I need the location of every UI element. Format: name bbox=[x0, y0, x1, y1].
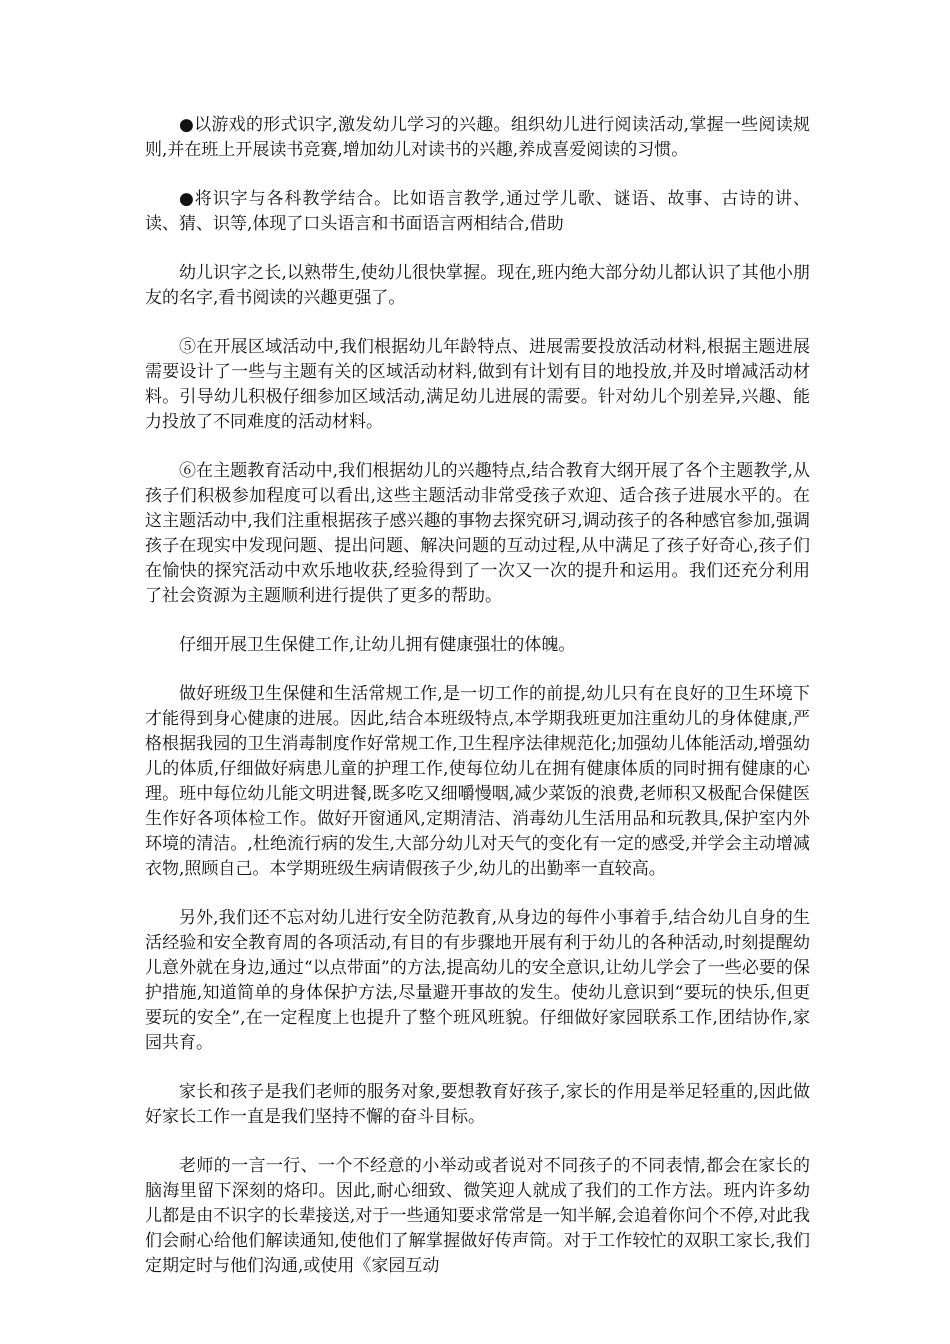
paragraph-literacy-subjects: ●将识字与各科教学结合。比如语言教学,通过学儿歌、谜语、故事、古诗的讲、读、猜、识等,体现了口头语言和书面语言两相结合,借助 bbox=[145, 189, 810, 234]
paragraph-parents-service: 家长和孩子是我们老师的服务对象,要想教育好孩子,家长的作用是举足轻重的,因此做好家长工作一直是我们坚持不懈的奋斗目标。 bbox=[145, 1082, 810, 1127]
paragraph-literacy-games: ●以游戏的形式识字,激发幼儿学习的兴趣。组织幼儿进行阅读活动,掌握一些阅读规则,并在班上开展读书竞赛,增加幼儿对读书的兴趣,养成喜爱阅读的习惯。 bbox=[145, 115, 810, 160]
paragraph-area-activities: ⑤在开展区域活动中,我们根据幼儿年龄特点、进展需要投放活动材料,根据主题进展需要设计了一些与主题有关的区域活动材料,做到有计划有目的地投放,并及时增减活动材料。引导幼儿积极仔细参加区域活动,满足幼儿进展的需要。针对幼儿个别差异,兴趣、能力投放了不同难度的活动材料。 bbox=[145, 337, 810, 432]
paragraph-teacher-conduct: 老师的一言一行、一个不经意的小举动或者说对不同孩子的不同表情,都会在家长的脑海里留下深刻的烙印。因此,耐心细致、微笑迎人就成了我们的工作方法。班内许多幼儿都是由不识字的长辈接送,对于一些通知要求常常是一知半解,会追着你问个不停,对此我们会耐心给他们解读通知,使他们了解掌握做好传声筒。对于工作较忙的双职工家长,我们定期定时与他们沟通,或使用《家园互动 bbox=[145, 1156, 810, 1276]
paragraph-literacy-result: 幼儿识字之长,以熟带生,使幼儿很快掌握。现在,班内绝大部分幼儿都认识了其他小朋友的名字,看书阅读的兴趣更强了。 bbox=[145, 263, 810, 308]
paragraph-safety-education: 另外,我们还不忘对幼儿进行安全防范教育,从身边的每件小事着手,结合幼儿自身的生活经验和安全教育周的各项活动,有目的有步骤地开展有利于幼儿的各种活动,时刻提醒幼儿意外就在身边,通过“以点带面”的方法,提高幼儿的安全意识,让幼儿学会了一些必要的保护措施,知道简单的身体保护方法,尽量避开事故的发生。使幼儿意识到“要玩的快乐,但更要玩的安全”,在一定程度上也提升了整个班风班貌。仔细做好家园联系工作,团结协作,家园共育。 bbox=[145, 908, 810, 1053]
paragraph-health-heading: 仔细开展卫生保健工作,让幼儿拥有健康强壮的体魄。 bbox=[179, 635, 576, 655]
paragraph-theme-activities: ⑥在主题教育活动中,我们根据幼儿的兴趣特点,结合教育大纲开展了各个主题教学,从孩子们积极参加程度可以看出,这些主题活动非常受孩子欢迎、适合孩子进展水平的。在这主题活动中,我们注重根据孩子感兴趣的事物去探究研习,调动孩子的各种感官参加,强调孩子在现实中发现问题、提出问题、解决问题的互动过程,从中满足了孩子好奇心,孩子们在愉快的探究活动中欢乐地收获,经验得到了一次又一次的提升和运用。我们还充分利用了社会资源为主题顺利进行提供了更多的帮助。 bbox=[145, 461, 810, 606]
paragraph-health-care: 做好班级卫生保健和生活常规工作,是一切工作的前提,幼儿只有在良好的卫生环境下才能得到身心健康的进展。因此,结合本班级特点,本学期我班更加注重幼儿的身体健康,严格根据我园的卫生消毒制度作好常规工作,卫生程序法律规范化;加强幼儿体能活动,增强幼儿的体质,仔细做好病患儿童的护理工作,使每位幼儿在拥有健康体质的同时拥有健康的心理。班中每位幼儿能文明进餐,既多吃又细嚼慢咽,减少菜饭的浪费,老师积又极配合保健医生作好各项体检工作。做好开窗通风,定期清洁、消毒幼儿生活用品和玩教具,保护室内外环境的清洁。,杜绝流行病的发生,大部分幼儿对天气的变化有一定的感受,并学会主动增减衣物,照顾自己。本学期班级生病请假孩子少,幼儿的出勤率一直较高。 bbox=[145, 684, 810, 879]
